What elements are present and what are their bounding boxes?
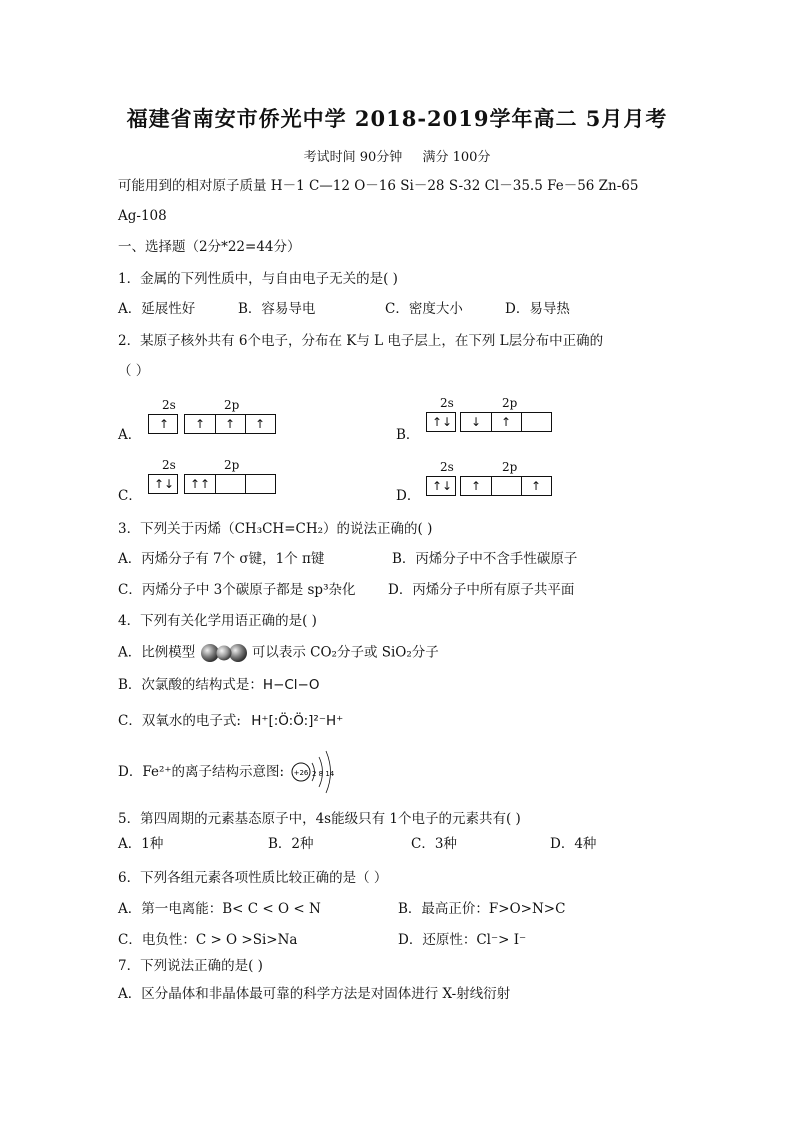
exam-time: 考试时间 90分钟 (303, 150, 403, 165)
q4-a-suffix: 可以表示 CO₂分子或 SiO₂分子 (251, 644, 439, 661)
q4-option-b (118, 676, 320, 694)
q6-option-c: C．电负性：C > O >Si>Na (118, 932, 298, 948)
orbital-cell: ↑↑ (185, 475, 216, 493)
orbital-2p (184, 414, 276, 434)
q1-option-c: C．密度大小 (385, 301, 463, 317)
space-filling-model-icon (200, 643, 248, 663)
atomic-mass-line-2: Ag-108 (118, 208, 167, 224)
orbital-cell: ↑ (215, 415, 246, 433)
q1-option-b: B．容易导电 (238, 301, 316, 317)
q5-option-d: D．4种 (550, 836, 597, 852)
q1-option-d: D．易导热 (505, 301, 570, 317)
question-3-stem: 3．下列关于丙烯（CH₃CH=CH₂）的说法正确的( ) (118, 521, 433, 537)
orbital-cell (521, 413, 551, 431)
orbital-cell: ↑ (158, 417, 170, 431)
q5-option-b: B．2种 (268, 836, 314, 852)
q3-option-c: C．丙烯分子中 3个碳原子都是 sp³杂化 (118, 582, 356, 598)
q4-d-prefix: D．Fe²⁺的离子结构示意图: (118, 764, 285, 780)
peroxide-electron-formula: H⁺[:Ö:Ö:]²⁻H⁺ (251, 713, 344, 729)
orbital-cell: ↑ (461, 477, 492, 495)
q2-option-d-label: D． (396, 488, 421, 504)
full-score: 满分 100分 (422, 150, 491, 165)
q4-b-prefix: B．次氯酸的结构式是： (118, 677, 263, 693)
q6-option-b: B．最高正价：F>O>N>C (398, 901, 566, 917)
q4-a-prefix: A．比例模型 (118, 644, 196, 661)
label-2s: 2s (440, 396, 454, 410)
q6-option-a: A．第一电离能：B< C < O < N (118, 901, 321, 917)
orbital-cell: ↑ (491, 413, 522, 431)
page-title: 福建省南安市侨光中学 2018-2019学年高二 5月月考 (126, 106, 668, 131)
orbital-2s (148, 414, 178, 434)
label-2p: 2p (502, 396, 518, 410)
q5-option-c: C．3种 (411, 836, 457, 852)
q2-option-c-label: C． (118, 488, 142, 504)
electron-shells: 2 8 14 (312, 770, 335, 778)
hypochlorous-formula: H−Cl−O (262, 677, 320, 693)
orbital-cell: ↑ (530, 479, 542, 493)
orbital-2s (426, 476, 456, 496)
question-4-stem: 4．下列有关化学用语正确的是( ) (118, 613, 317, 629)
question-7-stem: 7．下列说法正确的是( ) (118, 958, 263, 974)
q4-option-d (118, 763, 284, 781)
q2-option-b-label: B． (396, 427, 420, 443)
orbital-cell: ↑↓ (431, 479, 453, 493)
q5-option-a: A．1种 (118, 836, 164, 852)
q7-option-a: A．区分晶体和非晶体最可靠的科学方法是对固体进行 X-射线衍射 (118, 986, 511, 1002)
label-2s: 2s (162, 398, 176, 412)
q4-option-a (118, 643, 439, 663)
orbital-cell: ↑↓ (431, 415, 453, 429)
question-5-stem: 5．第四周期的元素基态原子中，4s能级只有 1个电子的元素共有( ) (118, 811, 521, 827)
question-2-paren: （ ） (118, 363, 150, 379)
orbital-cell: ↑↓ (153, 477, 175, 491)
q4-option-c (118, 712, 343, 730)
orbital-2p (460, 412, 552, 432)
question-2-stem: 2．某原子核外共有 6个电子，分布在 K与 L 电子层上，在下列 L层分布中正确的 (118, 333, 604, 349)
orbital-2p (460, 476, 552, 496)
q3-option-d: D．丙烯分子中所有原子共平面 (388, 582, 575, 598)
label-2p: 2p (502, 460, 518, 474)
orbital-cell (491, 477, 522, 495)
nucleus-charge: +26 (293, 769, 309, 777)
orbital-2s (148, 474, 178, 494)
label-2s: 2s (162, 458, 176, 472)
q6-option-d: D．还原性：Cl⁻> I⁻ (398, 932, 527, 948)
exam-info (0, 146, 794, 165)
q1-option-a: A．延展性好 (118, 301, 196, 317)
orbital-cell: ↓ (461, 413, 492, 431)
orbital-cell: ↑ (254, 417, 266, 431)
ion-structure-diagram (288, 745, 348, 795)
orbital-2p (184, 474, 276, 494)
q3-option-b: B．丙烯分子中不含手性碳原子 (392, 551, 578, 567)
orbital-cell: ↑ (185, 415, 216, 433)
atomic-mass-line: 可能用到的相对原子质量 H－1 C—12 O－16 Si－28 S-32 Cl－35.5 Fe－56 Zn-65 (118, 178, 639, 194)
orbital-cell (215, 475, 246, 493)
question-6-stem: 6．下列各组元素各项性质比较正确的是（ ） (118, 870, 388, 886)
question-1-stem: 1．金属的下列性质中，与自由电子无关的是( ) (118, 271, 398, 287)
q3-option-a: A．丙烯分子有 7个 σ键，1个 π键 (118, 551, 325, 567)
q4-c-prefix: C．双氧水的电子式: (118, 713, 241, 729)
orbital-cell (245, 475, 275, 493)
label-2s: 2s (440, 460, 454, 474)
label-2p: 2p (224, 458, 240, 472)
section-heading: 一、选择题（2分*22=44分） (118, 239, 301, 255)
orbital-2s (426, 412, 456, 432)
q2-option-a-label: A． (118, 427, 142, 443)
label-2p: 2p (224, 398, 240, 412)
